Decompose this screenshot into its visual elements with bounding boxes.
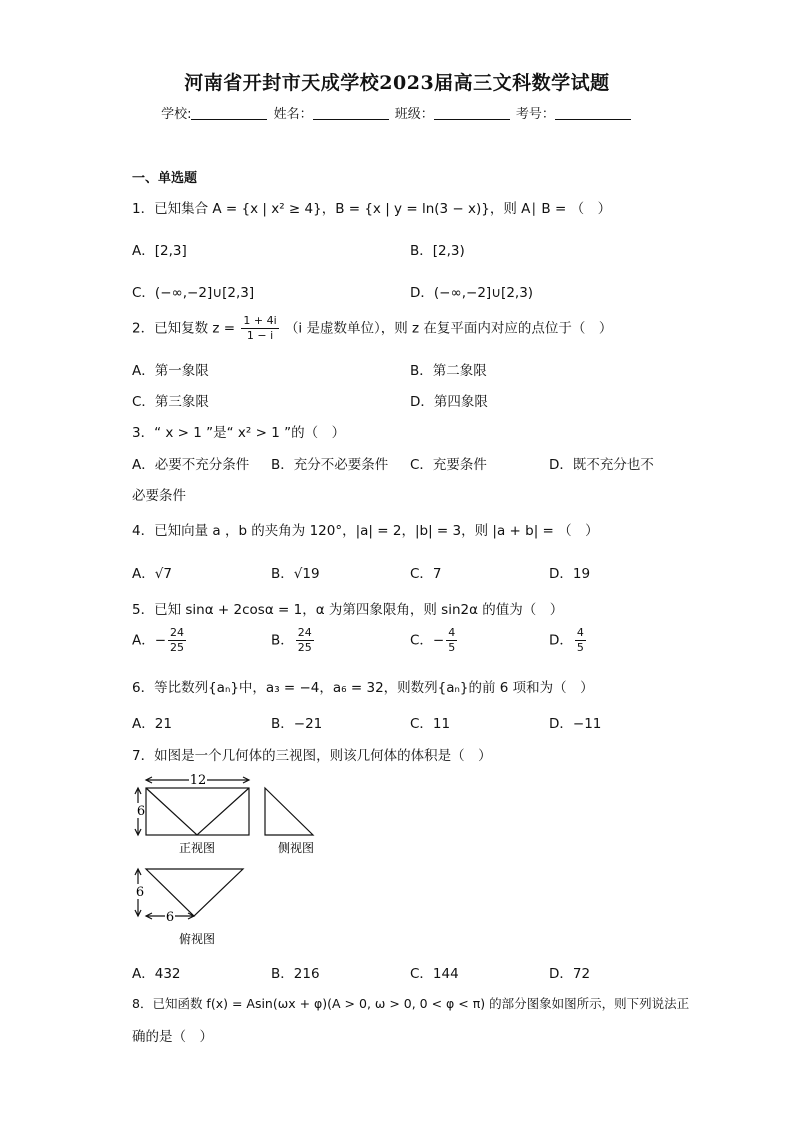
three-view-diagram xyxy=(125,770,335,950)
class-label: 班级： xyxy=(394,107,434,122)
q5-option-d[interactable] xyxy=(549,626,588,655)
top-view-triangle xyxy=(146,869,243,916)
q5-a-prefix: A．− xyxy=(132,632,167,649)
q5-d-numerator: 4 xyxy=(576,626,584,639)
q7-option-a[interactable]: A．432 xyxy=(132,966,181,982)
q2-option-b[interactable]: B．第二象限 xyxy=(410,363,487,379)
q2-stem-post: （i 是虚数单位），则 z 在复平面内对应的点位于（ ） xyxy=(284,320,613,337)
q3-option-d[interactable]: D．既不充分也不 xyxy=(549,457,654,473)
q4-option-c[interactable]: C．7 xyxy=(410,566,442,582)
front-view-rect xyxy=(146,788,249,835)
q7-option-d[interactable]: D．72 xyxy=(549,966,591,982)
q5-b-fraction xyxy=(296,626,314,655)
name-label: 姓名： xyxy=(273,107,313,122)
q5-b-denominator: 25 xyxy=(297,641,312,654)
q6-option-c[interactable]: C．11 xyxy=(410,716,451,732)
q4-option-a[interactable]: A．√7 xyxy=(132,566,172,582)
q5-c-numerator: 4 xyxy=(448,626,456,639)
front-view-label: 正视图 xyxy=(178,841,216,855)
q7-option-b[interactable]: B．216 xyxy=(271,966,320,982)
section-title: 一、单选题 xyxy=(132,171,198,186)
q5-c-prefix: C．− xyxy=(410,632,445,649)
q4-option-b[interactable]: B．√19 xyxy=(271,566,320,582)
q1-option-a[interactable]: A．[2,3] xyxy=(132,243,187,259)
q2-fraction-numerator: 1 + 4i xyxy=(243,314,277,327)
front-view-v-lines xyxy=(146,788,249,835)
q2-option-d[interactable]: D．第四象限 xyxy=(410,394,488,410)
q1-option-d[interactable]: D．(−∞,−2]∪[2,3) xyxy=(410,285,534,301)
name-blank[interactable] xyxy=(313,107,389,120)
question-1-stem: 1．已知集合 A = {x | x² ≥ 4}，B = {x | y = ln(3 − x)}，则 A∣ B = （ ） xyxy=(132,201,612,217)
dim-6b-label: 6 xyxy=(135,885,145,900)
q5-option-a[interactable] xyxy=(132,626,188,655)
dim-6c-label: 6 xyxy=(165,910,175,925)
q2-stem-pre: 2．已知复数 z = xyxy=(132,320,236,337)
q3-option-c[interactable]: C．充要条件 xyxy=(410,457,487,473)
q6-option-a[interactable]: A．21 xyxy=(132,716,172,732)
dim-12-label: 12 xyxy=(189,773,207,788)
q5-b-numerator: 24 xyxy=(297,626,312,639)
q5-c-fraction xyxy=(446,626,457,655)
q5-option-b[interactable] xyxy=(271,626,316,655)
page-title: 河南省开封市天成学校2023届高三文科数学试题 xyxy=(184,72,610,94)
side-view-triangle xyxy=(265,788,313,835)
q4-option-d[interactable]: D．19 xyxy=(549,566,591,582)
top-view-label: 俯视图 xyxy=(178,932,216,946)
id-label: 考号： xyxy=(515,107,555,122)
dim-6a-label: 6 xyxy=(136,804,146,819)
q5-d-prefix: D． xyxy=(549,632,573,649)
q1-option-b[interactable]: B．[2,3) xyxy=(410,243,465,259)
question-3-stem: 3．“ x > 1 ”是“ x² > 1 ”的（ ） xyxy=(132,425,346,441)
q5-b-prefix: B． xyxy=(271,632,294,649)
question-8-stem: 8．已知函数 f(x) = Asin(ωx + φ)(A > 0, ω > 0, 0 < φ < π) 的部分图象如图所示，则下列说法正 xyxy=(132,996,690,1011)
q5-a-fraction xyxy=(168,626,186,655)
side-view-label: 侧视图 xyxy=(277,841,315,855)
q2-fraction-denominator: 1 − i xyxy=(246,329,274,342)
class-blank[interactable] xyxy=(434,107,510,120)
q5-option-c[interactable] xyxy=(410,626,459,655)
top-view xyxy=(135,869,243,919)
question-7-stem: 7．如图是一个几何体的三视图，则该几何体的体积是（ ） xyxy=(132,748,492,764)
q3-option-d-continued: 必要条件 xyxy=(132,488,186,504)
q7-option-c[interactable]: C．144 xyxy=(410,966,459,982)
question-8-stem-continued: 确的是（ ） xyxy=(132,1029,213,1045)
q3-option-a[interactable]: A．必要不充分条件 xyxy=(132,457,250,473)
q6-option-d[interactable]: D．−11 xyxy=(549,716,602,732)
q5-c-denominator: 5 xyxy=(448,641,456,654)
q2-option-a[interactable]: A．第一象限 xyxy=(132,363,209,379)
school-blank[interactable] xyxy=(191,107,267,120)
q5-d-fraction xyxy=(575,626,586,655)
q2-option-c[interactable]: C．第三象限 xyxy=(132,394,209,410)
q6-option-b[interactable]: B．−21 xyxy=(271,716,323,732)
question-4-stem: 4．已知向量 a ，b 的夹角为 120°，|a| = 2，|b| = 3，则 |a + b| = （ ） xyxy=(132,523,599,539)
q5-d-denominator: 5 xyxy=(576,641,584,654)
q1-option-c[interactable]: C．(−∞,−2]∪[2,3] xyxy=(132,285,255,301)
question-5-stem: 5．已知 sinα + 2cosα = 1，α 为第四象限角，则 sin2α 的值为（ ） xyxy=(132,602,564,618)
school-label: 学校: xyxy=(161,107,192,122)
q5-a-numerator: 24 xyxy=(170,626,185,639)
question-6-stem: 6．等比数列{aₙ}中，a₃ = −4，a₆ = 32，则数列{aₙ}的前 6 项和为（ ） xyxy=(132,680,594,696)
id-blank[interactable] xyxy=(555,107,631,120)
question-2-stem xyxy=(132,314,612,343)
q2-fraction xyxy=(241,314,278,343)
student-info-line xyxy=(0,103,794,122)
q3-option-b[interactable]: B．充分不必要条件 xyxy=(271,457,389,473)
q5-a-denominator: 25 xyxy=(170,641,185,654)
